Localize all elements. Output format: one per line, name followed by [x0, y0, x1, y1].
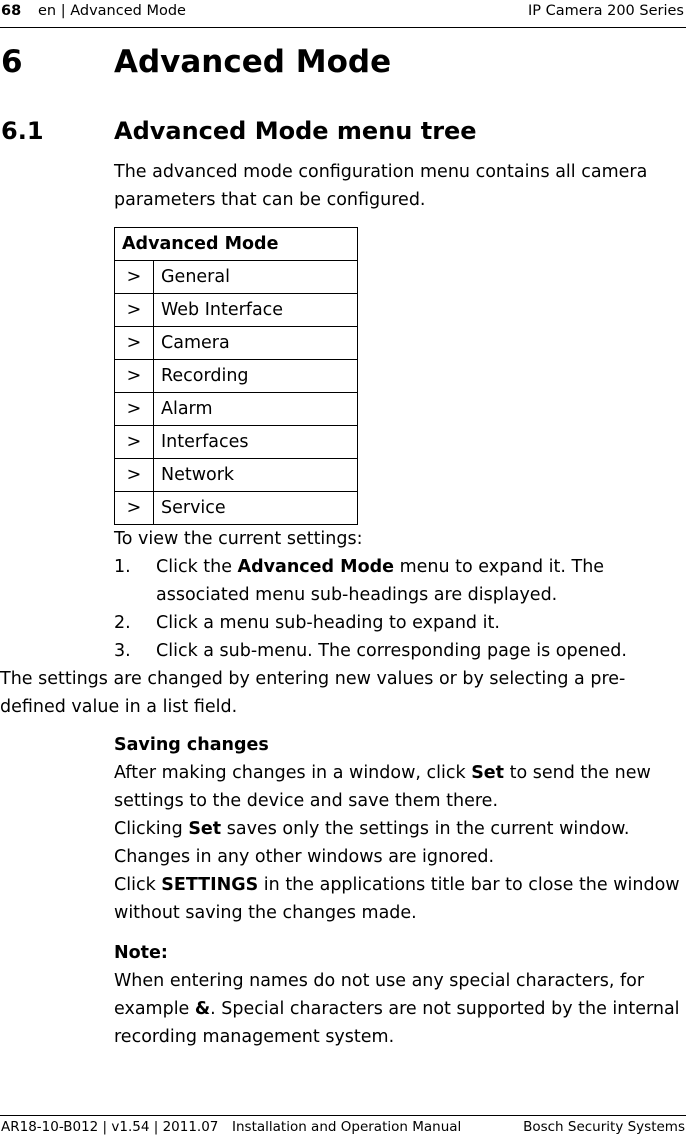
- chapter-title: Advanced Mode: [114, 44, 392, 80]
- step-text: Click a menu sub-heading to expand it.: [156, 613, 500, 633]
- chevron-right-icon: >: [115, 393, 154, 426]
- menu-item-network: Network: [154, 459, 358, 492]
- saving-paragraph-1: After making changes in a window, click Set to send the new settings to the device and save them there.: [114, 763, 651, 811]
- note-paragraph: When entering names do not use any special characters, for example &. Special characters are not supported by the internal recording management system.: [114, 971, 680, 1047]
- step-item: [114, 609, 686, 637]
- menu-tree-table: [114, 227, 358, 525]
- footer-company: Bosch Security Systems: [523, 1119, 685, 1135]
- menu-item-alarm: Alarm: [154, 393, 358, 426]
- menu-row-alarm: [115, 393, 358, 426]
- chevron-right-icon: >: [115, 360, 154, 393]
- step-text: Click the Advanced Mode menu to expand it. The associated menu sub-headings are displayed.: [156, 557, 605, 605]
- saving-heading: Saving changes: [114, 735, 269, 755]
- chevron-right-icon: >: [115, 294, 154, 327]
- note-section: [0, 939, 686, 1051]
- header-series: IP Camera 200 Series: [527, 3, 684, 19]
- chevron-right-icon: >: [115, 261, 154, 294]
- settings-paragraph: The settings are changed by entering new values or by selecting a pre-defined value in a list field.: [0, 669, 626, 717]
- step-item: [114, 553, 686, 609]
- chevron-right-icon: >: [115, 459, 154, 492]
- page-header: [0, 0, 686, 28]
- instructions: [0, 525, 686, 1051]
- menu-row-service: [115, 492, 358, 525]
- menu-item-recording: Recording: [154, 360, 358, 393]
- header-section: en | Advanced Mode: [38, 3, 186, 19]
- menu-item-camera: Camera: [154, 327, 358, 360]
- footer-manual-title: Installation and Operation Manual: [232, 1119, 462, 1135]
- saving-paragraph-2: Clicking Set saves only the settings in the current window. Changes in any other windows are ignored.: [114, 819, 630, 867]
- page-number: 68: [1, 3, 22, 19]
- page-footer: [0, 1115, 686, 1137]
- menu-row-general: [115, 261, 358, 294]
- note-heading: Note:: [114, 943, 168, 963]
- menu-item-web-interface: Web Interface: [154, 294, 358, 327]
- step-number: 1.: [114, 557, 131, 577]
- menu-tree-header: Advanced Mode: [115, 228, 358, 261]
- chapter-number: 6: [1, 44, 23, 80]
- view-intro: To view the current settings:: [114, 529, 363, 549]
- section-title: Advanced Mode menu tree: [114, 117, 477, 145]
- menu-row-network: [115, 459, 358, 492]
- intro-paragraph: The advanced mode configuration menu contains all camera parameters that can be configured.: [114, 162, 648, 210]
- step-number: 2.: [114, 613, 131, 633]
- section-number: 6.1: [1, 117, 44, 145]
- chevron-right-icon: >: [115, 492, 154, 525]
- menu-row-camera: [115, 327, 358, 360]
- saving-changes-section: [0, 731, 686, 927]
- chevron-right-icon: >: [115, 426, 154, 459]
- step-item: [114, 637, 686, 665]
- saving-paragraph-3: Click SETTINGS in the applications title bar to close the window without saving the changes made.: [114, 875, 680, 923]
- menu-tree-header-row: [115, 228, 358, 261]
- step-number: 3.: [114, 641, 131, 661]
- step-text: Click a sub-menu. The corresponding page is opened.: [156, 641, 627, 661]
- menu-item-interfaces: Interfaces: [154, 426, 358, 459]
- menu-row-interfaces: [115, 426, 358, 459]
- chevron-right-icon: >: [115, 327, 154, 360]
- menu-row-web-interface: [115, 294, 358, 327]
- footer-doc-id: AR18-10-B012 | v1.54 | 2011.07: [1, 1119, 219, 1135]
- menu-item-service: Service: [154, 492, 358, 525]
- menu-row-recording: [115, 360, 358, 393]
- menu-item-general: General: [154, 261, 358, 294]
